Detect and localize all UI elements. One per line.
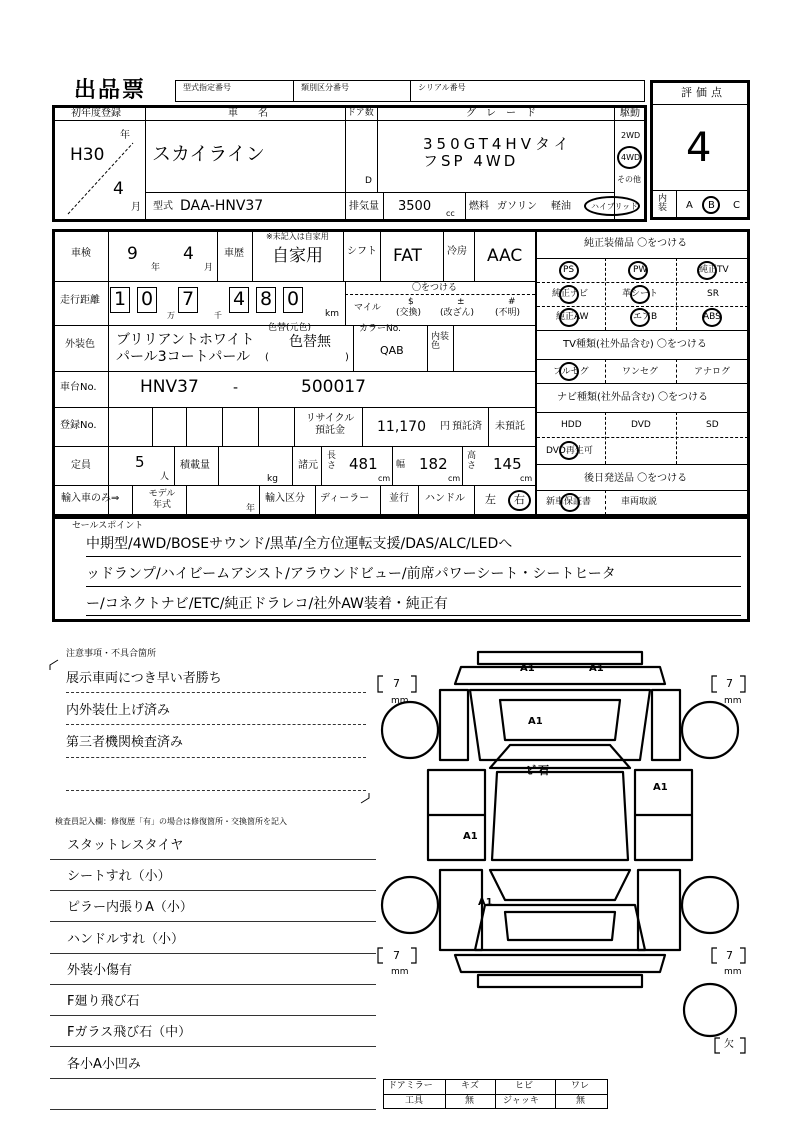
- length-unit: cm: [378, 474, 391, 483]
- drive-other: その他: [617, 175, 641, 184]
- load-label: 積載量: [180, 460, 210, 471]
- first-reg-year-unit: 年: [120, 130, 130, 141]
- recycle-value: 11,170: [377, 419, 426, 435]
- equipment-title: 純正装備品 〇をつける: [584, 238, 688, 249]
- class-label: 類別区分番号: [301, 83, 349, 92]
- first-reg-year: H30: [70, 145, 105, 165]
- ac-label: 冷房: [447, 246, 467, 257]
- docs-title: 後日発送品 〇をつける: [584, 473, 688, 484]
- height-value: 145: [493, 455, 522, 473]
- sales-point-line-3: ー/コネクトナビ/ETC/純正ドラレコ/社外AW装着・純正有: [86, 596, 448, 612]
- damage-mark-6: A1: [463, 831, 478, 842]
- door-type: D: [365, 176, 372, 186]
- recycle-unit: 円: [440, 421, 450, 432]
- navi-dvd-play: DVD再生可: [546, 446, 593, 456]
- recycle-not-deposited: 未預託: [495, 421, 525, 432]
- inspection-month-unit: 月: [204, 263, 214, 273]
- color-line-2: パール3コートパール: [116, 349, 251, 365]
- acc-value-1: 工具: [405, 1096, 424, 1106]
- ac-value: AAC: [487, 246, 523, 266]
- recolor-paren-open: (: [265, 352, 269, 363]
- rating-value: 4: [686, 125, 712, 171]
- height-label: 高さ: [467, 451, 477, 471]
- mileage-digit-3: 7: [182, 288, 195, 310]
- inspector-line-7: Fガラス飛び石（中）: [67, 1025, 192, 1040]
- length-label: 長さ: [327, 451, 337, 471]
- equip-sr: SR: [707, 289, 719, 299]
- docs-warranty: 新車保証書: [546, 497, 592, 507]
- acc-header-4: ワレ: [571, 1081, 590, 1091]
- acc-header-1: ドアミラー: [388, 1081, 433, 1091]
- acc-value-2: 無: [465, 1096, 475, 1106]
- tire-unit-fl: mm: [391, 696, 409, 706]
- chassis-label: 車台No.: [60, 382, 97, 393]
- history-note: ※未記入は自家用: [266, 232, 329, 241]
- model-cert-label: 型式指定番号: [183, 83, 231, 92]
- tire-depth-fr: 7: [726, 677, 733, 690]
- navi-sd: SD: [706, 420, 719, 430]
- damage-mark-1: A1: [520, 663, 535, 674]
- damage-mark-3: A1: [528, 716, 543, 727]
- recolor-paren-close: ): [345, 352, 349, 363]
- tire-unit-rl: mm: [391, 967, 409, 977]
- interior-label: 内装: [658, 194, 668, 213]
- dims-label: 諸元: [298, 460, 318, 471]
- mileage-digit-1: 1: [114, 288, 127, 310]
- mileage-opt-exchange: (交換): [396, 308, 422, 318]
- grade-label: グレード: [466, 108, 546, 119]
- inspector-line-4: ハンドルすれ（小）: [67, 932, 185, 947]
- first-reg-month-unit: 月: [131, 202, 141, 213]
- equip-ps: PS: [563, 265, 575, 275]
- tv-oneseg: ワンセグ: [622, 367, 659, 377]
- capacity-unit: 人: [160, 472, 170, 482]
- navi-hdd: HDD: [561, 420, 582, 430]
- inspector-line-5: 外装小傷有: [67, 963, 133, 978]
- inspector-label: 検査員記入欄：修復歴「有」の場合は修復箇所・交換箇所を記入: [55, 817, 287, 826]
- drive-label: 駆動: [620, 108, 640, 119]
- mileage-sym-exchange: $: [408, 297, 414, 307]
- shift-value: FAT: [393, 246, 422, 266]
- mileage-mile-label: マイル: [354, 303, 381, 313]
- mileage-opt-altered: (改ざん): [440, 308, 475, 318]
- displacement-label: 排気量: [349, 201, 379, 212]
- model-year-unit: 年: [246, 504, 256, 514]
- sales-point-line-2: ッドランプ/ハイビームアシスト/アラウンドビュー/前席パワーシート・シートヒータ: [86, 566, 616, 582]
- tire-depth-fl: 7: [393, 677, 400, 690]
- inspection-year: 9: [127, 244, 138, 264]
- tv-analog: アナログ: [694, 367, 731, 377]
- chassis-prefix: HNV37: [140, 377, 199, 397]
- history-value: 自家用: [272, 246, 323, 266]
- capacity-label: 定員: [71, 460, 91, 471]
- inspector-line-3: ピラー内張りA（小）: [67, 900, 193, 915]
- recycle-deposited: 預託済: [452, 421, 482, 432]
- steering-label: ハンドル: [425, 493, 465, 504]
- serial-label: シリアル番号: [418, 83, 466, 92]
- docs-manual: 車両取説: [621, 497, 658, 507]
- sales-points-label: セールスポイント: [72, 521, 144, 531]
- grade-line-1: 350GT4HVタイ: [423, 135, 573, 153]
- inspector-line-6: F廻り飛び石: [67, 994, 140, 1009]
- steering-right: 右: [514, 493, 525, 506]
- chassis-number: 500017: [301, 377, 366, 397]
- color-line-1: ブリリアントホワイト: [116, 332, 255, 348]
- model-value: DAA-HNV37: [180, 198, 264, 214]
- navi-dvd: DVD: [631, 420, 651, 430]
- mileage-digit-5: 8: [260, 288, 273, 310]
- note-line-1: 展示車両につき早い者勝ち: [66, 671, 222, 686]
- displacement-value: 3500: [398, 199, 432, 214]
- length-value: 481: [349, 455, 378, 473]
- mileage-digit-2: 0: [141, 288, 154, 310]
- drive-2wd: 2WD: [621, 131, 641, 140]
- recolor-label: 色替(元色): [268, 323, 312, 333]
- tv-fullseg: フルセグ: [553, 367, 589, 377]
- model-label: 型式: [153, 201, 173, 212]
- sales-point-line-1: 中期型/4WD/BOSEサウンド/黒革/全方位運転支援/DAS/ALC/LEDへ: [86, 536, 513, 552]
- inspector-line-1: スタットレスタイヤ: [67, 838, 184, 853]
- equip-airbag: エアB: [633, 312, 658, 322]
- model-year-label: モデル年式: [148, 489, 176, 510]
- first-reg-month: 4: [113, 179, 124, 199]
- inspector-line-8: 各小A小凹み: [67, 1057, 141, 1072]
- mileage-digit-4: 4: [233, 288, 246, 310]
- steering-left: 左: [485, 493, 496, 506]
- fuel-hybrid: ハイブリッド: [591, 202, 639, 211]
- inspection-label: 車検: [71, 248, 91, 259]
- navi-title: ナビ種類(社外品含む) 〇をつける: [557, 392, 708, 403]
- color-code-label: カラーNo.: [359, 324, 401, 334]
- recolor-value: 色替無: [289, 334, 331, 350]
- mileage-sen-unit: 千: [214, 311, 222, 320]
- damage-mark-2: A1: [589, 663, 604, 674]
- form-title: 出品票: [74, 78, 147, 103]
- acc-header-2: キズ: [461, 1081, 479, 1091]
- capacity-value: 5: [135, 453, 145, 471]
- cc-unit: cc: [446, 209, 455, 218]
- interior-color-label: 内装色: [431, 332, 450, 351]
- chassis-dash: -: [233, 380, 239, 396]
- damage-mark-4: ﾋﾞ石: [527, 764, 549, 777]
- inspection-year-unit: 年: [151, 263, 161, 273]
- history-label: 車歴: [224, 248, 244, 259]
- interior-grade-c: C: [733, 200, 740, 211]
- fuel-diesel: 軽油: [551, 201, 571, 212]
- mileage-man-unit: 万: [167, 311, 175, 320]
- import-dealer: ディーラー: [320, 493, 370, 504]
- tire-unit-fr: mm: [724, 696, 742, 706]
- interior-grade-a: A: [686, 200, 693, 211]
- drive-4wd: 4WD: [621, 153, 641, 162]
- fuel-label: 燃料: [469, 201, 489, 212]
- car-name: スカイライン: [152, 143, 265, 165]
- load-kg-unit: kg: [267, 474, 278, 484]
- import-parallel: 並行: [389, 493, 409, 504]
- mileage-label: 走行距離: [60, 295, 100, 306]
- damage-mark-5: A1: [653, 782, 668, 793]
- acc-value-4: 無: [576, 1096, 586, 1106]
- tire-depth-rr: 7: [726, 949, 733, 962]
- note-line-3: 第三者機関検査済み: [66, 735, 184, 750]
- recycle-label: リサイクル預託金: [305, 413, 355, 436]
- equip-pw: PW: [633, 265, 648, 275]
- equip-tv: 純正TV: [699, 265, 729, 275]
- registration-label: 登録No.: [60, 420, 97, 431]
- mileage-sym-unknown: #: [508, 297, 516, 307]
- inspector-line-2: シートすれ（小）: [67, 869, 171, 884]
- width-value: 182: [419, 455, 448, 473]
- spare-tire-status: 欠: [724, 1039, 734, 1050]
- acc-value-3: ジャッキ: [503, 1096, 539, 1106]
- acc-header-3: ヒビ: [515, 1081, 534, 1091]
- tire-unit-rr: mm: [724, 967, 742, 977]
- mileage-digit-6: 0: [287, 288, 300, 310]
- import-label: 輸入車のみ⇒: [61, 493, 120, 504]
- mileage-opt-unknown: (不明): [495, 308, 521, 318]
- mileage-mark-note: 〇をつける: [412, 283, 458, 293]
- equip-abs: ABS: [703, 312, 721, 322]
- mileage-sym-altered: ±: [457, 297, 465, 307]
- fuel-gasoline: ガソリン: [497, 201, 537, 212]
- tire-depth-rl: 7: [393, 949, 400, 962]
- rating-label: 評価点: [681, 86, 726, 99]
- import-type-label: 輸入区分: [265, 493, 305, 504]
- car-name-label: 車名: [228, 108, 288, 119]
- mileage-km-unit: km: [325, 309, 339, 319]
- shift-label: シフト: [347, 246, 377, 257]
- notes-label: 注意事項・不具合箇所: [66, 649, 157, 659]
- doors-label: ドア数: [347, 108, 374, 118]
- interior-grade-b: B: [708, 200, 715, 211]
- equip-aw: 純正AW: [556, 312, 589, 322]
- height-unit: cm: [520, 474, 533, 483]
- color-label: 外装色: [65, 339, 95, 350]
- note-line-2: 内外装仕上げ済み: [66, 703, 171, 718]
- grade-line-2: フSP 4WD: [423, 152, 519, 170]
- color-code: QAB: [380, 344, 404, 357]
- width-label: 幅: [396, 460, 406, 470]
- width-unit: cm: [448, 474, 461, 483]
- first-reg-label: 初年度登録: [71, 108, 121, 119]
- equip-navi: 純正ナビ: [552, 289, 589, 299]
- inspection-month: 4: [183, 244, 194, 264]
- equip-leather: 革シート: [622, 289, 659, 299]
- tv-title: TV種類(社外品含む) 〇をつける: [563, 339, 707, 350]
- damage-mark-7: A1: [478, 897, 493, 908]
